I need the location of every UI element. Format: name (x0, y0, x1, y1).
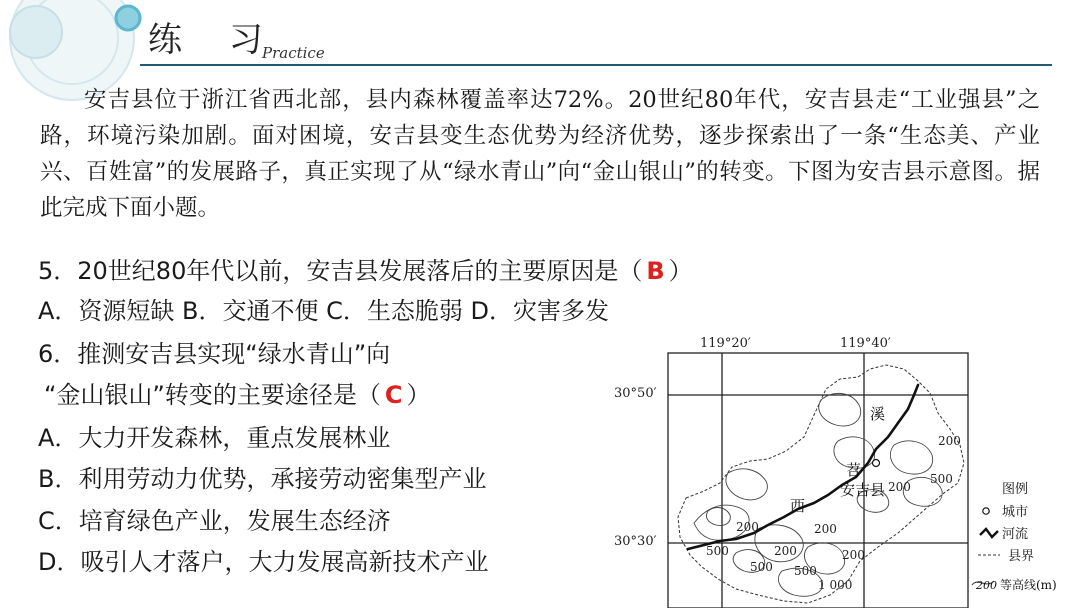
question-5-text: 5．20世纪80年代以前，安吉县发展落后的主要原因是（ (38, 257, 643, 285)
question-5-close: ） (668, 257, 693, 285)
contour-label: 200 (814, 522, 837, 536)
question-6-text: “金山银山”转变的主要途径是（ (44, 381, 381, 409)
county-name: 安吉县 (840, 481, 886, 499)
contour-lines (694, 393, 942, 596)
question-6-stem-line1: 6．推测安吉县实现“绿水青山”向 (38, 340, 391, 368)
contour-label: 200 (938, 434, 961, 448)
question-6-option-c: C．培育绿色产业，发展生态经济 (38, 507, 391, 535)
question-6-answer: C (384, 381, 403, 409)
contour-label: 200 (774, 544, 797, 558)
map-frame (668, 353, 968, 608)
legend-title: 图例 (1002, 482, 1029, 497)
title-divider (140, 64, 1052, 66)
river-char-tiao: 苕 (846, 461, 862, 479)
contour-label: 500 (930, 472, 953, 486)
question-5-answer: B (646, 257, 665, 285)
contour-label: 200 (736, 520, 759, 534)
page-title: 练 习 (148, 20, 281, 60)
map-legend (972, 482, 1057, 592)
question-6-option-d: D．吸引人才落户，大力发展高新技术产业 (38, 548, 489, 576)
reading-passage: 安吉县位于浙江省西北部，县内森林覆盖率达72%。20世纪80年代，安吉县走“工业强县”之路，环境污染加剧。面对困境，安吉县变生态优势为经济优势，逐步探索出了一条“生态美、产业兴、百姓富”的发展路子，真正实现了从“绿水青山”向“金山银山”的转变。下图为安吉县示意图。据此完成下面小题。 (40, 87, 1040, 221)
lat-label-1: 30°50′ (614, 386, 657, 401)
page-subtitle: Practice (262, 44, 325, 62)
city-marker (873, 460, 880, 467)
contour-label: 500 (794, 564, 817, 578)
lat-label-2: 30°30′ (614, 534, 657, 549)
question-5-options: A．资源短缺 B．交通不便 C．生态脆弱 D．灾害多发 (38, 297, 610, 325)
river-char-xi2: 西 (790, 497, 806, 515)
question-5-stem (38, 256, 693, 286)
contour-label: 500 (750, 560, 773, 574)
legend-contour-label: 等高线(m) (1000, 578, 1057, 592)
legend-county-label: 县界 (1008, 549, 1035, 564)
legend-contour-value: 200 (976, 579, 997, 592)
contour-label: 500 (706, 544, 729, 558)
anji-county-map (608, 333, 1080, 608)
river-char-xi: 溪 (870, 405, 886, 423)
city-icon (983, 508, 989, 514)
lon-label-1: 119°20′ (700, 336, 751, 351)
legend-river-label: 河流 (1002, 527, 1029, 542)
question-6-option-b: B．利用劳动力优势，承接劳动密集型产业 (38, 465, 487, 493)
contour-label: 200 (842, 548, 865, 562)
river-icon (980, 529, 998, 537)
lon-label-2: 119°40′ (840, 336, 891, 351)
contour-label: 200 (888, 480, 911, 494)
contour-label: 1 000 (818, 578, 853, 592)
question-6-stem-line2 (44, 380, 431, 410)
question-6-option-a: A．大力开发森林，重点发展林业 (38, 424, 391, 452)
legend-city-label: 城市 (1002, 505, 1029, 520)
question-6-close: ） (406, 381, 431, 409)
